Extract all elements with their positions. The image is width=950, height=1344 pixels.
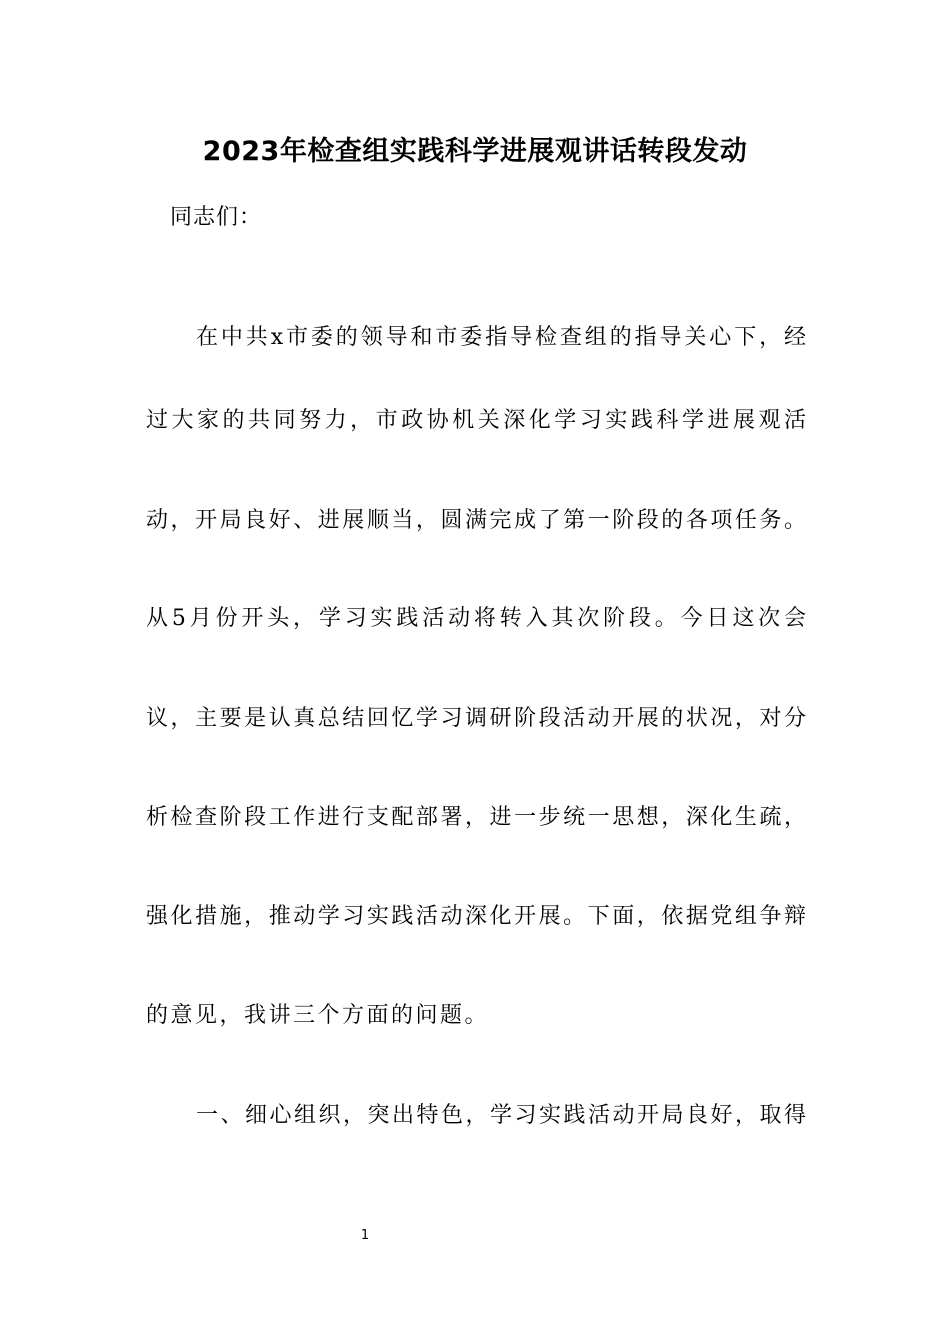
- paragraph-line: 在中共x市委的领导和市委指导检查组的指导关心下，经: [196, 325, 806, 350]
- paragraph-line: 过大家的共同努力，市政协机关深化学习实践科学进展观活: [146, 408, 806, 433]
- paragraph-line: 议，主要是认真总结回忆学习调研阶段活动开展的状况，对分: [146, 706, 806, 731]
- salutation: 同志们：: [170, 205, 263, 230]
- paragraph-line: 的意见，我讲三个方面的问题。: [146, 1003, 490, 1028]
- paragraph-line: 析检查阶段工作进行支配部署，进一步统一思想，深化生疏，: [146, 805, 806, 830]
- paragraph-line: 从5月份开头，学习实践活动将转入其次阶段。今日这次会: [146, 606, 806, 631]
- page-number: 1: [360, 1228, 370, 1243]
- paragraph-line: 强化措施，推动学习实践活动深化开展。下面，依据党组争辩: [146, 904, 806, 929]
- document-title: 2023年检查组实践科学进展观讲话转段发动: [202, 136, 748, 167]
- paragraph-line: 一、细心组织，突出特色，学习实践活动开局良好，取得: [196, 1103, 806, 1128]
- paragraph-line: 动，开局良好、进展顺当，圆满完成了第一阶段的各项任务。: [146, 508, 806, 533]
